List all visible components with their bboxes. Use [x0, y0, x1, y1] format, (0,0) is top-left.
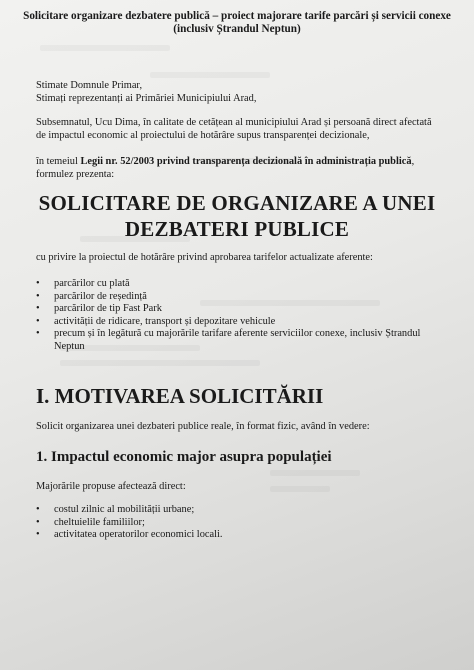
greeting-line-2: Stimați reprezentanți ai Primăriei Municipiului Arad,	[36, 93, 257, 104]
title-line-2: (inclusiv Ștrandul Neptun)	[173, 23, 301, 35]
section-text: Solicit organizarea unei dezbateri publice reale, în format fizic, având în vedere:	[36, 421, 370, 432]
legal-prefix: în temeiul	[36, 156, 81, 167]
subsection-text: Majorările propuse afectează direct:	[36, 481, 186, 492]
regarding-text: cu privire la proiectul de hotărâre privind aprobarea tarifelor actualizate aferente:	[36, 252, 373, 263]
section-heading: I. MOTIVAREA SOLICITĂRII	[36, 384, 324, 408]
intro-line-1: Subsemnatul, Ucu Dima, în calitate de cetățean al municipiului Arad și persoană direct afectată	[36, 117, 432, 128]
tariff-list	[36, 278, 436, 354]
legal-law-reference: Legii nr. 52/2003 privind transparența decizională în administrația publică	[80, 156, 412, 167]
list-item: • parcărilor cu plată	[36, 278, 436, 291]
greeting-line-1: Stimate Domnule Primar,	[36, 80, 143, 91]
greeting	[36, 79, 446, 105]
impact-list	[36, 504, 436, 542]
list-item-text: precum și în legătură cu majorările tarifare aferente serviciilor conexe, inclusiv Ștrandul	[54, 328, 421, 340]
legal-line-1	[36, 155, 446, 168]
main-title-line-2: DEZBATERI PUBLICE	[124, 217, 350, 241]
document-title	[20, 10, 454, 36]
main-title	[30, 190, 444, 242]
intro-paragraph	[36, 116, 446, 142]
list-item: • parcărilor de tip Fast Park	[36, 303, 436, 316]
legal-basis-paragraph	[36, 155, 446, 181]
intro-line-2: de impactul economic al proiectului de hotărâre supus transparenței decizionale,	[36, 130, 370, 141]
title-line-1: Solicitare organizare dezbatere publică – proiect majorare tarife parcări și servicii conexe	[23, 10, 451, 22]
subsection-heading: 1. Impactul economic major asupra populației	[36, 449, 332, 465]
list-item: • parcărilor de reședință	[36, 291, 436, 304]
list-item: • activității de ridicare, transport și depozitare vehicule	[36, 316, 436, 329]
list-item: • cheltuielile familiilor;	[36, 517, 436, 530]
legal-suffix: ,	[411, 156, 415, 167]
main-title-line-1: SOLICITARE DE ORGANIZARE A UNEI	[38, 191, 436, 215]
list-item-text-continuation: Neptun	[54, 340, 85, 352]
list-item: • activitatea operatorilor economici locali.	[36, 529, 436, 542]
list-item	[36, 328, 436, 353]
list-item: • costul zilnic al mobilității urbane;	[36, 504, 436, 517]
legal-line-2: formulez prezenta:	[36, 169, 115, 180]
